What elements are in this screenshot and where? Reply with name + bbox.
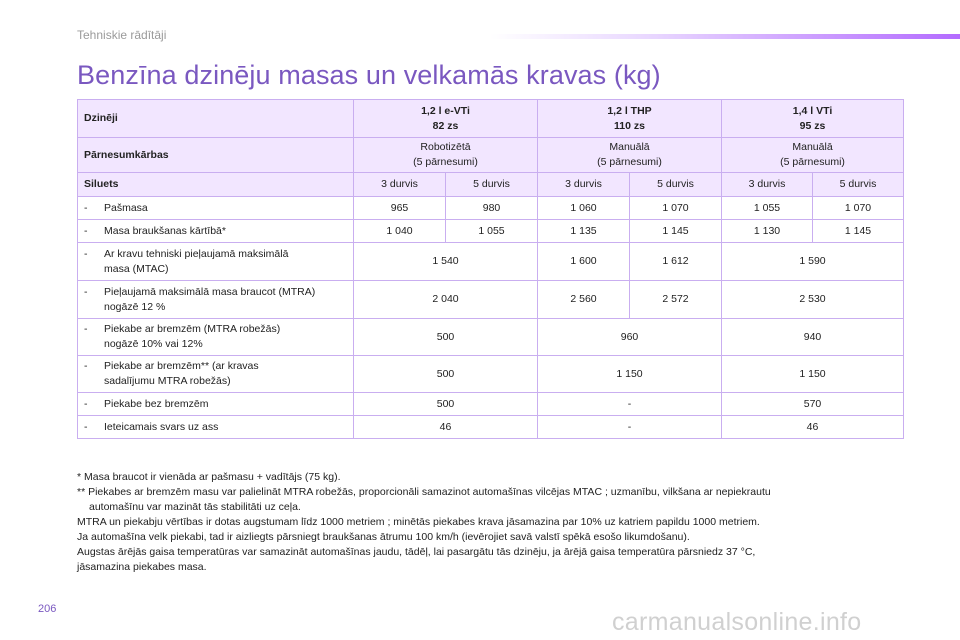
value-cell: 1 070 (630, 197, 722, 220)
value-cell: 570 (722, 393, 904, 416)
note-speed: Ja automašīna velk piekabi, tad ir aizliegts pārsniegt braukšanas ātrumu 100 km/h (ievērojiet savā valstī spēkā esošo likumdošanu). (77, 531, 690, 543)
body-cell: 3 durvis (722, 173, 813, 197)
value-cell: 2 530 (722, 281, 904, 319)
value-cell: 500 (354, 356, 538, 393)
table-row (78, 393, 904, 416)
table-row (78, 356, 904, 393)
value-cell: 1 055 (446, 220, 538, 243)
table-row (78, 319, 904, 356)
value-cell: 1 150 (538, 356, 722, 393)
footnote-2: ** Piekabes ar bremzēm masu var palielināt MTRA robežās, proporcionāli samazinot automašīnas vilcējas MTAC ; uzmanību, vilkšana ar nepiekrautu (77, 486, 771, 498)
value-cell: 1 145 (813, 220, 904, 243)
value-cell: 1 150 (722, 356, 904, 393)
value-cell: - (538, 393, 722, 416)
page-title: Benzīna dzinēju masas un velkamās kravas (kg) (77, 60, 661, 90)
body-cell: 3 durvis (538, 173, 630, 197)
body-cell: 5 durvis (630, 173, 722, 197)
row-label: - Pašmasa (78, 197, 354, 220)
table-row (78, 281, 904, 319)
row-label: - Piekabe ar bremzēm (MTRA robežās) nogāzē 10% vai 12% (78, 319, 354, 356)
value-cell: 960 (538, 319, 722, 356)
body-cell: 3 durvis (354, 173, 446, 197)
value-cell: 1 130 (722, 220, 813, 243)
value-cell: 1 055 (722, 197, 813, 220)
watermark: carmanualsonline.info (612, 608, 862, 636)
value-cell: 46 (354, 416, 538, 439)
value-cell: - (538, 416, 722, 439)
body-cell: 5 durvis (813, 173, 904, 197)
table-row (78, 197, 904, 220)
row-label: - Masa braukšanas kārtībā* (78, 220, 354, 243)
table-row (78, 220, 904, 243)
value-cell: 1 590 (722, 243, 904, 281)
note-temperature: Augstas ārējās gaisa temperatūras var samazināt automašīnas jaudu, tādēļ, lai pasargātu tās dzinēju, ja ārējā gaisa temperatūra pārsniedz 37 °C, (77, 546, 756, 558)
value-cell: 2 040 (354, 281, 538, 319)
value-cell: 1 135 (538, 220, 630, 243)
note-altitude: MTRA un piekabju vērtības ir dotas augstumam līdz 1000 metriem ; minētās piekabes krava jāsamazina par 10% uz katriem papildu 1000 metriem. (77, 516, 760, 528)
value-cell: 2 560 (538, 281, 630, 319)
page-number: 206 (38, 603, 57, 615)
value-cell: 1 040 (354, 220, 446, 243)
body-cell: 5 durvis (446, 173, 538, 197)
value-cell: 1 145 (630, 220, 722, 243)
note-temperature-cont: jāsamazina piekabes masa. (77, 561, 207, 573)
gearbox-label: Pārnesumkārbas (78, 138, 354, 173)
engine-cell: 1,2 l e-VTi 82 zs (354, 100, 538, 138)
value-cell: 940 (722, 319, 904, 356)
table-row (78, 243, 904, 281)
gearbox-cell: Robotizētā (5 pārnesumi) (354, 138, 538, 173)
value-cell: 965 (354, 197, 446, 220)
value-cell: 1 612 (630, 243, 722, 281)
row-label: - Ieteicamais svars uz ass (78, 416, 354, 439)
value-cell: 1 070 (813, 197, 904, 220)
value-cell: 500 (354, 319, 538, 356)
value-cell: 500 (354, 393, 538, 416)
header-rule (490, 34, 960, 39)
engines-label: Dzinēji (78, 100, 354, 138)
section-title: Tehniskie rādītāji (77, 28, 167, 42)
value-cell: 1 540 (354, 243, 538, 281)
row-label: - Piekabe bez bremzēm (78, 393, 354, 416)
value-cell: 1 060 (538, 197, 630, 220)
row-label: - Pieļaujamā maksimālā masa braucot (MTRA) nogāzē 12 % (78, 281, 354, 319)
body-row (78, 173, 904, 197)
footnote-1: * Masa braucot ir vienāda ar pašmasu + vadītājs (75 kg). (77, 471, 341, 483)
engines-row (78, 100, 904, 138)
gearbox-cell: Manuālā (5 pārnesumi) (538, 138, 722, 173)
value-cell: 1 600 (538, 243, 630, 281)
value-cell: 46 (722, 416, 904, 439)
row-label: - Piekabe ar bremzēm** (ar kravas sadalījumu MTRA robežās) (78, 356, 354, 393)
body-label: Siluets (78, 173, 354, 197)
gearbox-cell: Manuālā (5 pārnesumi) (722, 138, 904, 173)
footnote-2-cont: automašīnu var mazināt tās stabilitāti uz ceļa. (89, 501, 301, 513)
row-label: - Ar kravu tehniski pieļaujamā maksimālā masa (MTAC) (78, 243, 354, 281)
gearbox-row (78, 138, 904, 173)
table-row (78, 416, 904, 439)
engine-cell: 1,2 l THP 110 zs (538, 100, 722, 138)
weights-table (77, 99, 904, 439)
value-cell: 2 572 (630, 281, 722, 319)
footnotes (77, 470, 907, 575)
value-cell: 980 (446, 197, 538, 220)
engine-cell: 1,4 l VTi 95 zs (722, 100, 904, 138)
